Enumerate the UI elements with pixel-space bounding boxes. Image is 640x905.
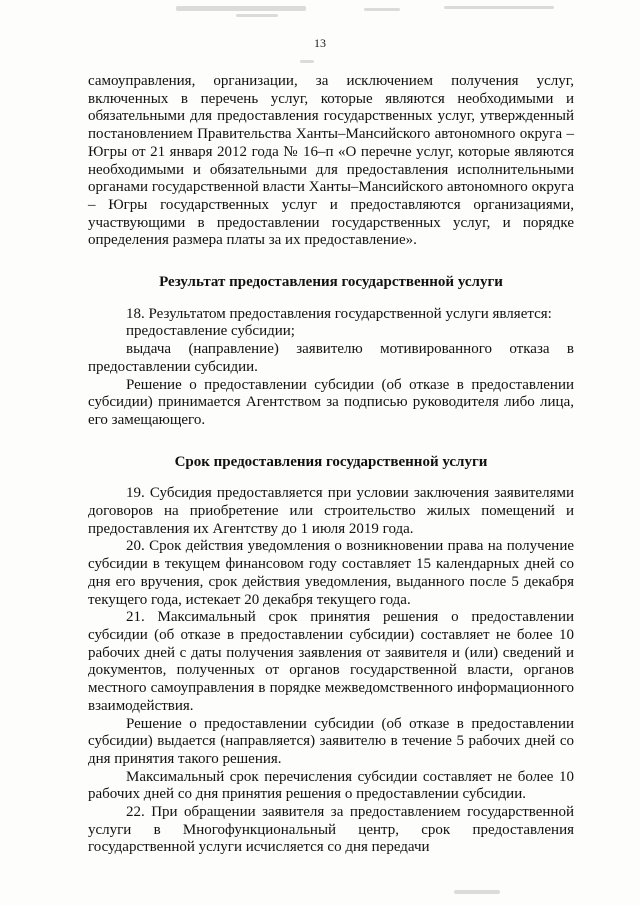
intro-paragraph: самоуправления, организации, за исключением получения услуг, включенных в перечень услуг, которые являются необходимыми и обязательными для предоставления государственных услуг, утвержденный постановлением Правительства Ханты–Мансийского автономного округа – Югры от 21 января 2012 года № 16–п «О перечне услуг, которые являются необходимыми и обязательными для предоставления исполнительными органами государственной власти Ханты–Мансийского автономного округа – Югры государственных услуг и предоставляются организациями, участвующими в предоставлении государственных услуг, и порядке определения размера платы за их предоставление».: [88, 73, 574, 249]
result-item-subsidy: предоставление субсидии;: [126, 323, 295, 340]
paragraph-18: 18. Результатом предоставления государственной услуги является:: [126, 305, 552, 322]
decision-delivery-paragraph: Решение о предоставлении субсидии (об отказе в предоставлении субсидии) выдается (направляется) заявителю в течение 5 рабочих дней со дня принятия такого решения.: [88, 715, 574, 767]
section-heading-result: Результат предоставления государственной услуги: [159, 274, 503, 291]
scan-artifact: [364, 8, 400, 11]
scan-artifact: [300, 60, 314, 63]
result-item-refusal: выдача (направление) заявителю мотивированного отказа в предоставлении субсидии.: [88, 341, 574, 375]
paragraph-22: 22. При обращении заявителя за предоставлением государственной услуги в Многофункциональный центр, срок предоставления государственной услуги исчисляется со дня передачи: [88, 804, 574, 856]
section-heading-term: Срок предоставления государственной услуги: [174, 453, 488, 470]
paragraph-20: 20. Срок действия уведомления о возникновении права на получение субсидии в текущем финансовом году составляет 15 календарных дней со дня его вручения, срок действия уведомления, выданного после 5 декабря текущего года, истекает 20 декабря текущего года.: [88, 538, 574, 608]
paragraph-21: 21. Максимальный срок принятия решения о предоставлении субсидии (об отказе в предоставлении субсидии) составляет не более 10 рабочих дней с даты получения заявления от заявителя и (или) сведений и документов, полученных от органов государственной власти, органов местного самоуправления в порядке межведомственного информационного взаимодействия.: [88, 609, 574, 714]
page-number: 13: [314, 36, 326, 50]
document-body: [88, 73, 574, 857]
scan-artifact: [236, 14, 278, 17]
scan-artifact: [444, 6, 554, 9]
transfer-term-paragraph: Максимальный срок перечисления субсидии составляет не более 10 рабочих дней со дня принятия решения о предоставлении субсидии.: [88, 768, 574, 803]
paragraph-19: 19. Субсидия предоставляется при условии заключения заявителями договоров на приобретение или строительство жилых помещений и предоставления их Агентству до 1 июля 2019 года.: [88, 485, 574, 537]
result-decision-paragraph: Решение о предоставлении субсидии (об отказе в предоставлении субсидии) принимается Агентством за подписью руководителя либо лица, его замещающего.: [88, 376, 574, 428]
scan-artifact: [454, 890, 500, 894]
scan-artifact: [176, 6, 306, 11]
